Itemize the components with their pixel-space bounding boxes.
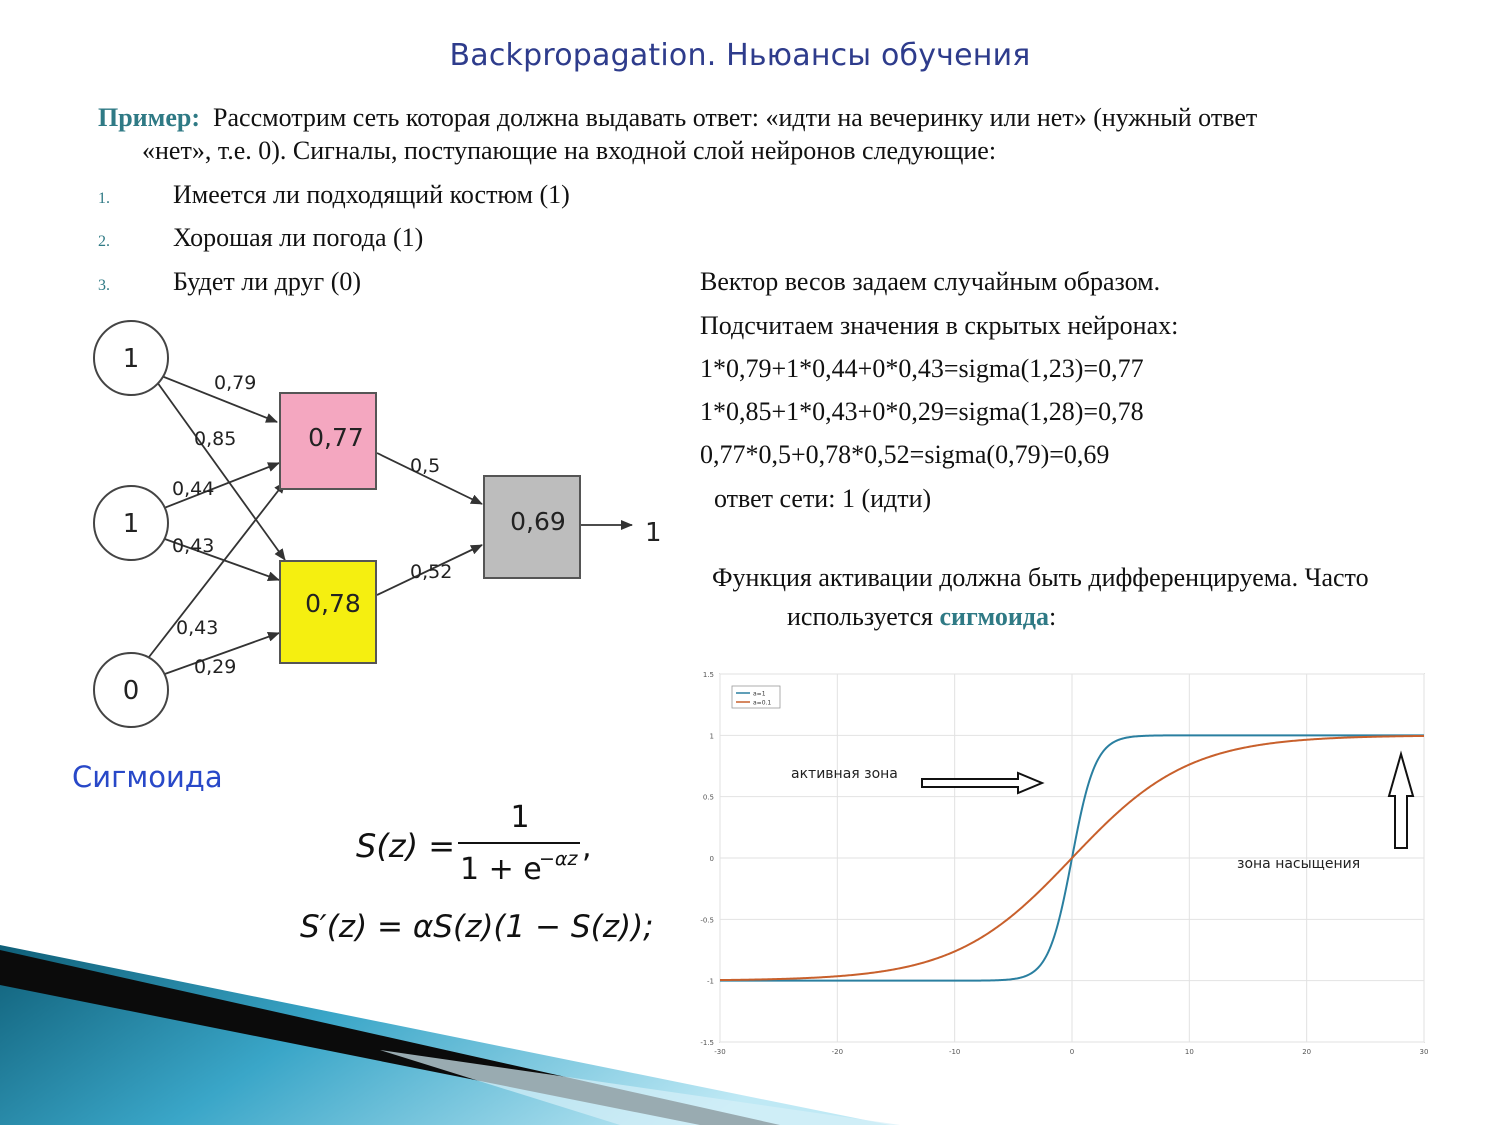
formula1-denominator: 1 + e: [460, 852, 542, 887]
y-tick-label: 1: [709, 732, 714, 741]
x-tick-label: 10: [1184, 1048, 1194, 1056]
equation-1: 1*0,79+1*0,44+0*0,43=sigma(1,23)=0,77: [700, 354, 1144, 383]
network-diagram: [54, 305, 694, 755]
weight-label-w32: 0,29: [194, 656, 237, 678]
activation-line2-pre: используется: [787, 602, 933, 631]
x-tick-label: -30: [714, 1048, 726, 1056]
y-tick-label: -1.5: [700, 1039, 714, 1047]
sigmoid-formulas: [298, 795, 658, 955]
annotation-saturation-zone: зона насыщения: [1237, 856, 1361, 872]
intro-line1: Рассмотрим сеть которая должна выдавать ответ: «идти на вечеринку или нет» (нужный ответ: [213, 103, 1258, 132]
activation-line2: [787, 602, 1056, 632]
weight-label-w12: 0,85: [194, 428, 237, 450]
list-number-3: 3.: [98, 277, 110, 294]
x-tick-label: -20: [831, 1048, 844, 1056]
network-answer: ответ сети: 1 (идти): [714, 484, 932, 513]
hidden-value-2: 0,78: [305, 589, 361, 618]
legend-label-1: a=1: [753, 690, 766, 698]
input-value-3: 0: [122, 676, 140, 706]
formula1-lhs: S(z) =: [356, 827, 456, 865]
annotation-active-zone: активная зона: [791, 766, 898, 782]
list-number-1: 1.: [98, 190, 110, 207]
x-tick-label: 30: [1419, 1048, 1429, 1056]
sigmoid-title: Сигмоида: [72, 760, 223, 794]
equation-3: 0,77*0,5+0,78*0,52=sigma(0,79)=0,69: [700, 440, 1110, 469]
formula1-exponent: −αz: [539, 848, 578, 870]
intro-line2: «нет», т.е. 0). Сигналы, поступающие на входной слой нейронов следующие:: [142, 136, 997, 165]
formula1-comma: ,: [582, 830, 592, 865]
edge-in1-h2: [157, 382, 285, 560]
sigmoid-chart: [696, 662, 1436, 1062]
y-tick-label: 0: [709, 855, 714, 863]
input-value-2: 1: [122, 509, 140, 539]
weight-label-w22: 0,43: [172, 535, 215, 557]
list-number-2: 2.: [98, 233, 110, 250]
y-tick-label: -0.5: [700, 916, 714, 925]
weights-text: Вектор весов задаем случайным образом.: [700, 267, 1161, 296]
formula2: S′(z) = αS(z)(1 − S(z));: [300, 909, 654, 945]
input-value-1: 1: [122, 344, 140, 374]
weight-label-v2: 0,52: [410, 561, 453, 583]
y-tick-label: 0.5: [702, 793, 714, 802]
intro-paragraph: [98, 100, 1450, 136]
result-value: 1: [645, 518, 662, 548]
y-tick-label: -1: [707, 977, 714, 986]
output-value: 0,69: [510, 507, 566, 536]
list-item-3: Будет ли друг (0): [173, 267, 362, 296]
intro-label: Пример:: [98, 103, 201, 132]
activation-line2-post: :: [1048, 602, 1057, 631]
activation-line1: Функция активации должна быть дифференцируема. Часто: [712, 563, 1369, 592]
hidden-value-1: 0,77: [308, 423, 364, 452]
weight-label-w31: 0,43: [176, 617, 219, 639]
weight-label-v1: 0,5: [410, 455, 441, 477]
weight-label-w21: 0,44: [172, 478, 215, 500]
legend-label-2: a=0.1: [753, 699, 772, 707]
weight-label-w11: 0,79: [214, 372, 257, 394]
sigmoid-highlight: сигмоида: [939, 602, 1049, 631]
x-tick-label: -10: [948, 1048, 961, 1056]
list-item-2: Хорошая ли погода (1): [173, 223, 424, 252]
formula1-numerator: 1: [510, 800, 530, 835]
equation-2: 1*0,85+1*0,43+0*0,29=sigma(1,28)=0,78: [700, 397, 1144, 426]
compute-text: Подсчитаем значения в скрытых нейронах:: [700, 311, 1179, 340]
list-item-1: Имеется ли подходящий костюм (1): [173, 180, 570, 209]
y-tick-label: 1.5: [702, 671, 714, 679]
slide-title: Backpropagation. Ньюансы обучения: [449, 38, 1031, 73]
x-tick-label: 0: [1069, 1048, 1075, 1056]
x-tick-label: 20: [1302, 1048, 1312, 1056]
